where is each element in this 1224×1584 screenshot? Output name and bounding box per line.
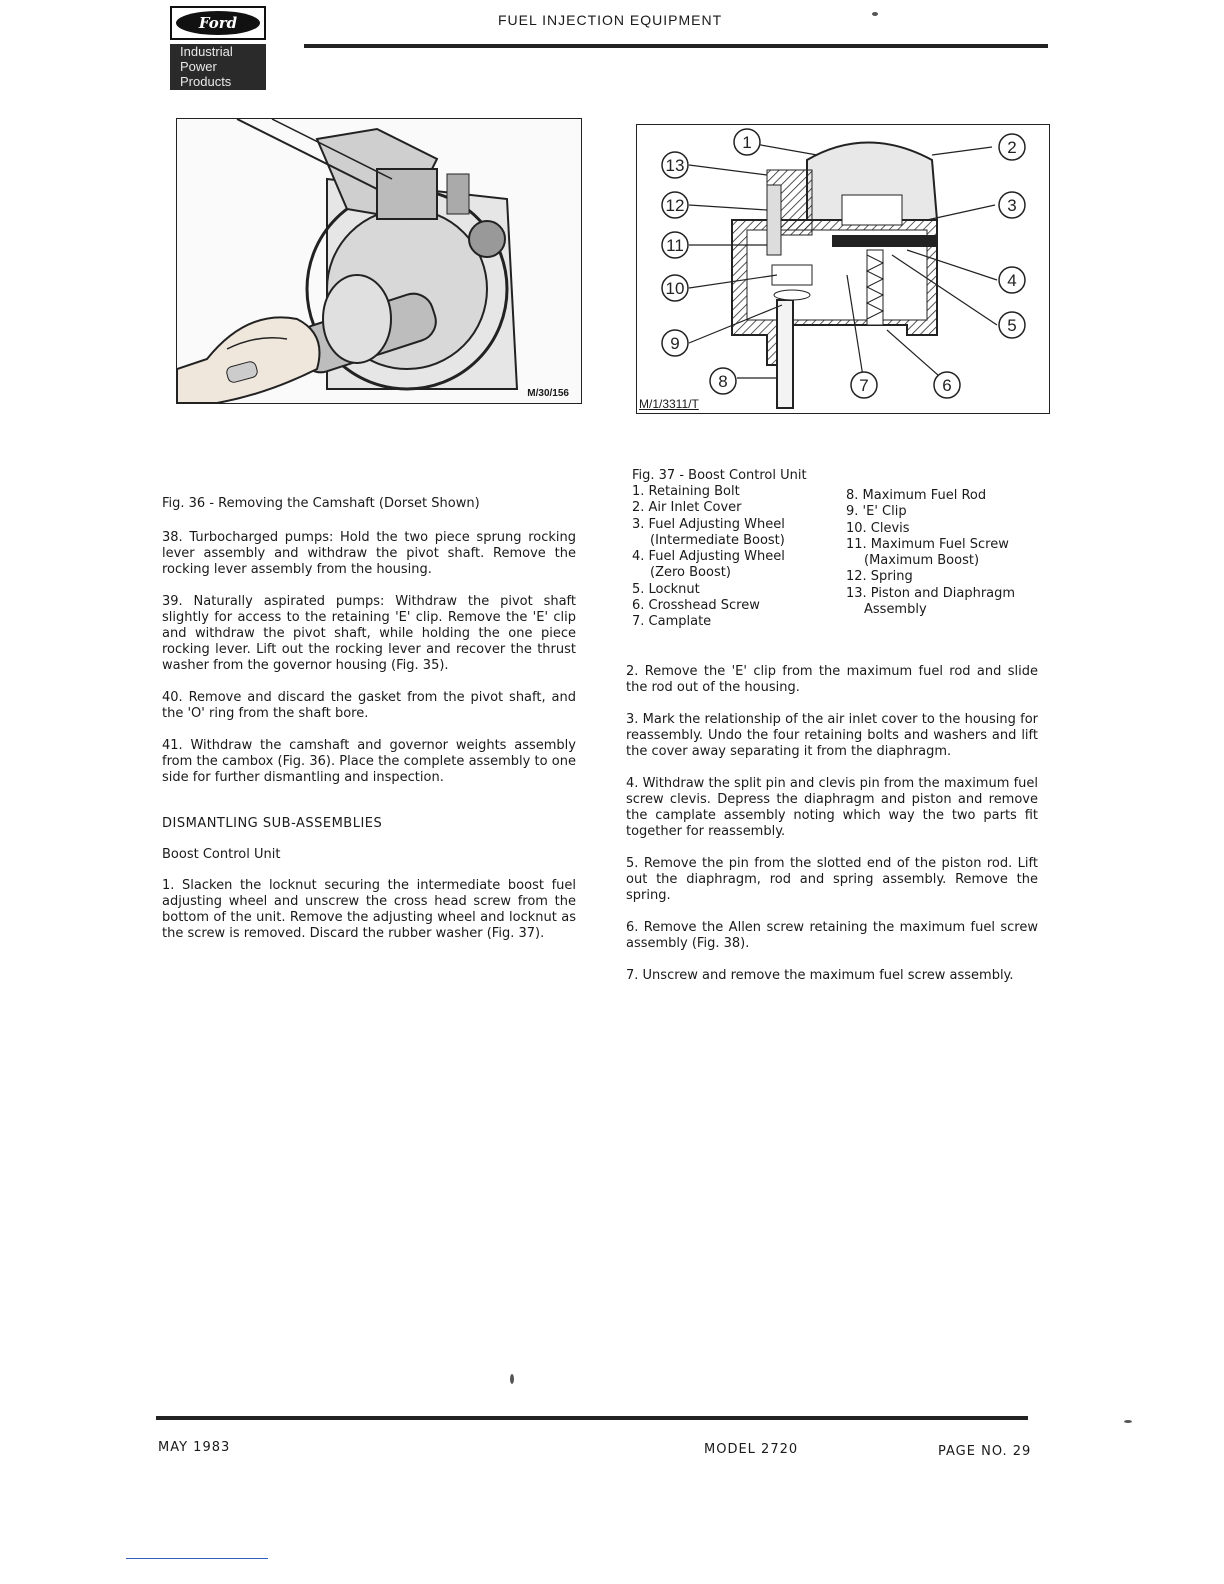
left-column <box>162 496 576 958</box>
callout-6: 6 <box>942 376 952 395</box>
callout-7: 7 <box>859 376 869 395</box>
scan-speck <box>1124 1420 1132 1423</box>
footer-date: MAY 1983 <box>158 1440 231 1455</box>
paragraph-step-1: 1. Slacken the locknut securing the intermediate boost fuel adjusting wheel and unscrew the cross head screw from the bottom of the unit. Remove the adjusting wheel and locknut as the screw is removed. Discard the rubber washer (Fig. 37). <box>162 878 576 941</box>
right-column <box>626 664 1038 1000</box>
paragraph-step-4: 4. Withdraw the split pin and clevis pin from the maximum fuel screw clevis. Depress the diaphragm and piston and remove the camplate assembly noting which way the two parts fit together for reassembly. <box>626 776 1038 839</box>
figure-37-caption <box>632 468 1052 630</box>
header-rule <box>304 44 1048 48</box>
bottom-edge-line <box>126 1558 268 1559</box>
boost-control-unit-diagram <box>637 125 1049 413</box>
industrial-power-products-logo: Industrial Power Products <box>170 44 266 90</box>
figure-37-diagram <box>636 124 1050 414</box>
paragraph-38: 38. Turbocharged pumps: Hold the two piece sprung rocking lever assembly and withdraw the pivot shaft. Remove the rocking lever assembly from the housing. <box>162 530 576 577</box>
paragraph-step-5: 5. Remove the pin from the slotted end of the piston rod. Lift out the diaphragm, rod and spring assembly. Remove the spring. <box>626 856 1038 903</box>
figure-37-id: M/1/3311/T <box>639 397 699 411</box>
legend-item: 1. Retaining Bolt <box>632 484 740 499</box>
camshaft-removal-illustration <box>177 119 581 403</box>
section-heading: DISMANTLING SUB-ASSEMBLIES <box>162 816 383 831</box>
page-header-title: FUEL INJECTION EQUIPMENT <box>498 12 723 28</box>
paragraph-41: 41. Withdraw the camshaft and governor weights assembly from the cambox (Fig. 36). Place the complete assembly to one side for further dismantling and inspection. <box>162 738 576 785</box>
paragraph-39: 39. Naturally aspirated pumps: Withdraw the pivot shaft slightly for access to the retaining 'E' clip. Remove the 'E' clip and withdraw the pivot shaft, while holding the one piece rocking lever. Lift out the rocking lever and recover the thrust washer from the governor housing (Fig. 35). <box>162 594 576 673</box>
paragraph-40: 40. Remove and discard the gasket from the pivot shaft, and the 'O' ring from the shaft bore. <box>162 690 576 721</box>
legend-item: (Zero Boost) <box>650 565 731 581</box>
figure-36-id: M/30/156 <box>527 388 569 399</box>
legend-item: 5. Locknut <box>632 581 700 597</box>
legend-item: (Intermediate Boost) <box>650 532 785 548</box>
callout-2: 2 <box>1007 138 1017 157</box>
footer-page-number: PAGE NO. 29 <box>938 1444 1032 1459</box>
callout-3: 3 <box>1007 196 1017 215</box>
paragraph-step-7: 7. Unscrew and remove the maximum fuel screw assembly. <box>626 968 1014 983</box>
legend-item: 7. Camplate <box>632 614 712 630</box>
callout-9: 9 <box>670 334 680 353</box>
legend-item: 2. Air Inlet Cover <box>632 500 742 516</box>
paragraph-step-2: 2. Remove the 'E' clip from the maximum fuel rod and slide the rod out of the housing. <box>626 664 1038 695</box>
ford-logo <box>170 6 266 90</box>
scan-speck <box>510 1374 514 1384</box>
paragraph-step-6: 6. Remove the Allen screw retaining the maximum fuel screw assembly (Fig. 38). <box>626 920 1038 951</box>
ford-oval-logo: Ford <box>176 11 260 35</box>
legend-item: Assembly <box>864 602 927 618</box>
footer-rule <box>156 1416 1028 1420</box>
footer-model: MODEL 2720 <box>704 1442 799 1457</box>
callout-8: 8 <box>718 372 728 391</box>
legend-item: (Maximum Boost) <box>864 553 980 569</box>
legend-item: 3. Fuel Adjusting Wheel <box>632 516 785 532</box>
callout-12: 12 <box>665 196 685 215</box>
legend-item: 10. Clevis <box>846 520 910 536</box>
legend-item: 6. Crosshead Screw <box>632 598 760 614</box>
legend-item: 11. Maximum Fuel Screw <box>846 536 1009 552</box>
figure-36-caption: Fig. 36 - Removing the Camshaft (Dorset Shown) <box>162 496 480 511</box>
sub-heading: Boost Control Unit <box>162 847 281 862</box>
figure-37-title: Fig. 37 - Boost Control Unit <box>632 468 807 483</box>
callout-10: 10 <box>665 279 685 298</box>
legend-item: 9. 'E' Clip <box>846 504 907 520</box>
legend-left-list <box>632 484 832 631</box>
callout-4: 4 <box>1007 271 1017 290</box>
scan-speck <box>872 12 878 16</box>
callout-5: 5 <box>1007 316 1017 335</box>
paragraph-step-3: 3. Mark the relationship of the air inlet cover to the housing for reassembly. Undo the four retaining bolts and washers and lift the cover away separating it from the diaphragm. <box>626 712 1038 759</box>
legend-item: 12. Spring <box>846 569 913 585</box>
callout-11: 11 <box>666 236 684 255</box>
legend-right-list <box>846 488 1046 618</box>
legend-item: 4. Fuel Adjusting Wheel <box>632 549 785 565</box>
callout-13: 13 <box>665 156 685 175</box>
legend-item: 13. Piston and Diaphragm <box>846 585 1016 601</box>
callout-1: 1 <box>742 133 752 152</box>
legend-item: 8. Maximum Fuel Rod <box>846 488 987 503</box>
figure-36-photo <box>176 118 582 404</box>
